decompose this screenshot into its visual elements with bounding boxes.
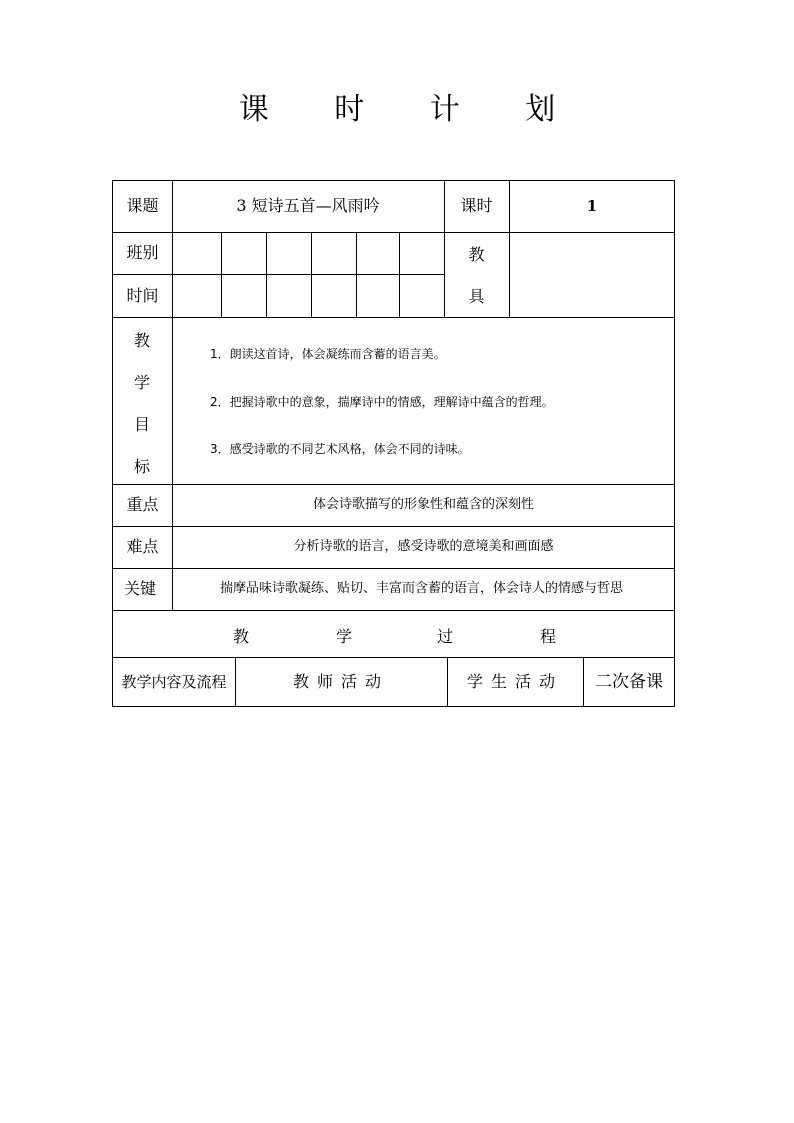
row-line (112, 610, 675, 611)
topic-value: 3 短诗五首—风雨吟 (236, 196, 380, 215)
col-line (356, 232, 357, 317)
page-title: 课 时 计 划 (238, 92, 584, 127)
process-heading-char: 程 (540, 627, 557, 646)
key-value: 揣摩品味诗歌凝练、贴切、丰富而含蓄的语言，体会诗人的情感与哲思 (220, 581, 624, 596)
tools-label-top: 教 (468, 245, 485, 264)
student-activity-header: 学生活动 (466, 672, 563, 691)
objectives-label-char: 教 (133, 331, 150, 350)
process-heading-char: 过 (437, 627, 454, 646)
col-line (221, 232, 222, 317)
time-label: 时间 (126, 285, 159, 305)
col-line (266, 232, 267, 317)
row-line (112, 317, 675, 318)
objectives-label-char: 学 (133, 373, 150, 392)
content-flow-header: 教学内容及流程 (121, 673, 227, 691)
teacher-activity-header: 教师活动 (292, 672, 389, 691)
objective-item: 1．朗读这首诗，体会凝练而含蓄的语言美。 (210, 347, 446, 361)
focus-label: 重点 (126, 495, 159, 514)
objectives-label-char: 目 (133, 415, 150, 434)
class-label: 班别 (126, 243, 159, 262)
tools-label-bottom: 具 (468, 287, 485, 306)
topic-label: 课题 (126, 196, 159, 215)
process-heading-char: 教 (233, 627, 250, 646)
period-label: 课时 (460, 196, 493, 215)
process-heading-char: 学 (336, 627, 353, 646)
period-value: 1 (586, 197, 598, 215)
objective-item: 3．感受诗歌的不同艺术风格，体会不同的诗味。 (210, 442, 470, 456)
objectives-label-char: 标 (133, 457, 150, 476)
col-line (399, 232, 400, 317)
col-line (311, 232, 312, 317)
objective-item: 2．把握诗歌中的意象，揣摩诗中的情感，理解诗中蕴含的哲理。 (210, 395, 554, 409)
row-line (112, 232, 675, 233)
difficulty-label: 难点 (126, 537, 159, 556)
row-line (172, 274, 444, 275)
key-label: 关键 (123, 579, 156, 598)
focus-value: 体会诗歌描写的形象性和蕴含的深刻性 (312, 497, 534, 512)
difficulty-value: 分析诗歌的语言，感受诗歌的意境美和画面感 (293, 539, 554, 554)
second-prep-header: 二次备课 (595, 672, 663, 692)
